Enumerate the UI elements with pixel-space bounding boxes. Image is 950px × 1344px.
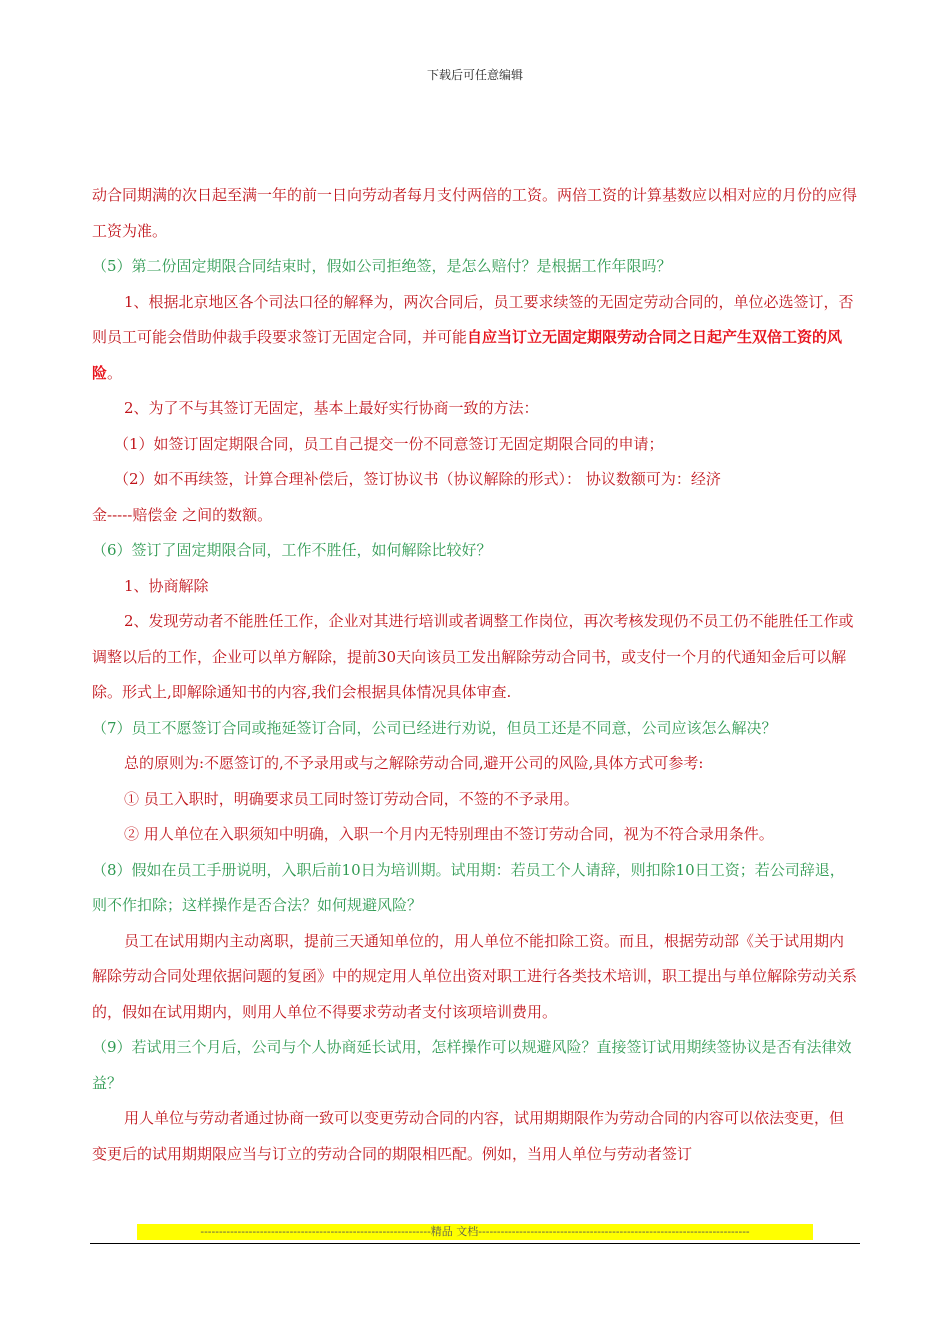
question-8: （8）假如在员工手册说明，入职后前10日为培训期。试用期：若员工个人请辞，则扣除10日工资；若公司辞退，则不作扣除；这样操作是否合法？如何规避风险？ xyxy=(92,860,845,914)
answer-5-point-1-emphasis: 自应当订立无固定期限劳动合同之日起产生双倍工资的风险 xyxy=(92,328,843,382)
answer-5-sub-2-continued: 金-----赔偿金 之间的数额。 xyxy=(92,505,273,524)
question-9: （9）若试用三个月后，公司与个人协商延长试用，怎样操作可以规避风险？直接签订试用期续签协议是否有法律效益？ xyxy=(92,1038,852,1092)
answer-9: 用人单位与劳动者通过协商一致可以变更劳动合同的内容，试用期期限作为劳动合同的内容可以依法变更，但变更后的试用期期限应当与订立的劳动合同的期限相匹配。例如，当用人单位与劳动者签订 xyxy=(92,1109,845,1163)
answer-7-item-1: ① 员工入职时，明确要求员工同时签订劳动合同，不签的不予录用。 xyxy=(124,789,579,808)
answer-7-item-2: ② 用人单位在入职须知中明确，入职一个月内无特别理由不签订劳动合同，视为不符合录用条件。 xyxy=(124,825,774,843)
answer-5-sub-1: （1）如签订固定期限合同，员工自己提交一份不同意签订无固定期限合同的申请； xyxy=(114,434,664,453)
answer-5-point-1-text: 1、根据北京地区各个司法口径的解释为，两次合同后，员工要求续签的无固定劳动合同的，单位必选签订，否则员工可能会借助仲裁手段要求签订无固定合同，并可能 xyxy=(92,292,854,346)
question-7: （7）员工不愿签订合同或拖延签订合同，公司已经进行劝说，但员工还是不同意，公司应该怎么解决？ xyxy=(92,718,777,737)
question-6: （6）签订了固定期限合同，工作不胜任，如何解除比较好？ xyxy=(92,541,492,559)
footer-divider xyxy=(90,1243,860,1244)
answer-5-point-1-end: 。 xyxy=(107,363,123,382)
footer-banner: --------------------------------------------------------------精品 文档------------------------------------------------------------------------- xyxy=(137,1224,813,1240)
document-body xyxy=(92,178,858,1172)
paragraph-continuation: 动合同期满的次日起至满一年的前一日向劳动者每月支付两倍的工资。两倍工资的计算基数应以相对应的月份的应得工资为准。 xyxy=(92,186,858,240)
question-5: （5）第二份固定期限合同结束时，假如公司拒绝签，是怎么赔付？是根据工作年限吗？ xyxy=(92,257,672,275)
answer-5-point-2: 2、为了不与其签订无固定，基本上最好实行协商一致的方法： xyxy=(124,399,539,417)
page-header: 下载后可任意编辑 xyxy=(426,68,523,82)
answer-8: 员工在试用期内主动离职，提前三天通知单位的，用人单位不能扣除工资。而且，根据劳动部《关于试用期内解除劳动合同处理依据问题的复函》中的规定用人单位出资对职工进行各类技术培训，职工提出与单位解除劳动关系的，假如在试用期内，则用人单位不得要求劳动者支付该项培训费用。 xyxy=(92,931,858,1021)
answer-6-point-1: 1、协商解除 xyxy=(124,576,209,595)
answer-7-principle: 总的原则为:不愿签订的,不予录用或与之解除劳动合同,避开公司的风险,具体方式可参考: xyxy=(124,754,704,772)
answer-6-point-2: 2、发现劳动者不能胜任工作，企业对其进行培训或者调整工作岗位，再次考核发现仍不员工仍不能胜任工作或调整以后的工作，企业可以单方解除，提前30天向该员工发出解除劳动合同书，或支付一个月的代通知金后可以解除。形式上,即解除通知书的内容,我们会根据具体情况具体审查. xyxy=(92,612,854,701)
answer-5-sub-2: （2）如不再续签，计算合理补偿后，签订协议书（协议解除的形式）： 协议数额可为：经济 xyxy=(114,470,721,488)
answer-5-point-1 xyxy=(92,285,858,392)
